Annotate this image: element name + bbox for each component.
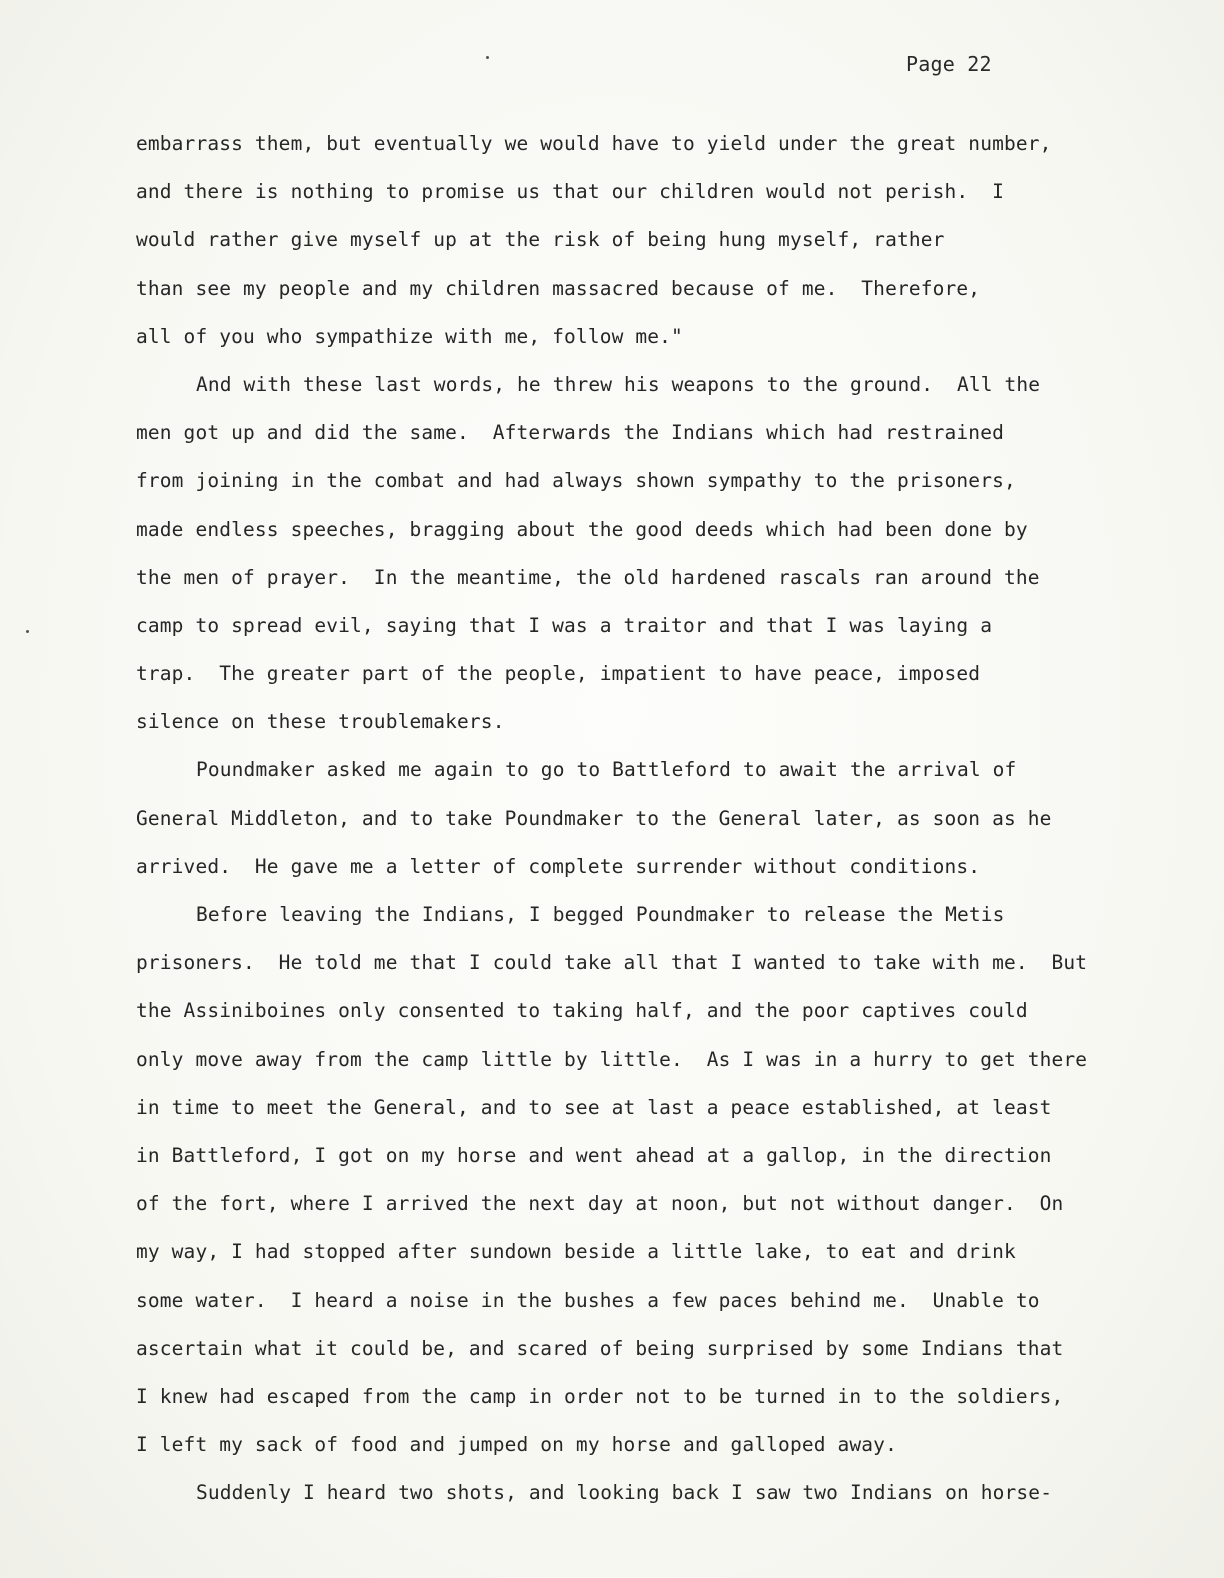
text-line: only move away from the camp little by little. As I was in a hurry to get there (136, 1047, 1088, 1071)
text-line: arrived. He gave me a letter of complete surrender without conditions. (136, 854, 981, 878)
text-line: from joining in the combat and had always shown sympathy to the prisoners, (136, 469, 1016, 493)
text-line: my way, I had stopped after sundown beside a little lake, to eat and drink (136, 1240, 1016, 1264)
text-line: silence on these troublemakers. (136, 710, 505, 734)
text-line: the Assiniboines only consented to taking half, and the poor captives could (136, 999, 1028, 1023)
text-line: General Middleton, and to take Poundmaker to the General later, as soon as he (136, 806, 1052, 830)
text-line: And with these last words, he threw his weapons to the ground. All the (196, 372, 1041, 396)
text-line: the men of prayer. In the meantime, the old hardened rascals ran around the (136, 565, 1040, 589)
text-line: would rather give myself up at the risk of being hung myself, rather (136, 228, 945, 252)
text-line: trap. The greater part of the people, impatient to have peace, imposed (136, 662, 981, 686)
text-line: ascertain what it could be, and scared of being surprised by some Indians that (136, 1336, 1064, 1360)
text-line: men got up and did the same. Afterwards the Indians which had restrained (136, 421, 1004, 445)
text-line: embarrass them, but eventually we would have to yield under the great number, (136, 132, 1052, 155)
text-line: Before leaving the Indians, I begged Poundmaker to release the Metis (196, 903, 1005, 926)
text-line: prisoners. He told me that I could take all that I wanted to take with me. But (136, 951, 1088, 975)
text-line: in Battleford, I got on my horse and went ahead at a gallop, in the direction (136, 1143, 1052, 1167)
page-number: Page 22 (906, 52, 992, 76)
text-line: Poundmaker asked me again to go to Battleford to await the arrival of (196, 758, 1017, 782)
paper-speck (486, 56, 489, 59)
text-line: than see my people and my children massacred because of me. Therefore, (136, 276, 981, 300)
text-line: some water. I heard a noise in the bushes a few paces behind me. Unable to (136, 1288, 1040, 1312)
text-line: I left my sack of food and jumped on my horse and galloped away. (136, 1433, 897, 1457)
text-line: all of you who sympathize with me, follow me." (136, 324, 683, 348)
paper-speck (26, 630, 29, 633)
text-line: and there is nothing to promise us that our children would not perish. I (136, 180, 1004, 204)
text-line: in time to meet the General, and to see at last a peace established, at least (136, 1095, 1052, 1119)
text-line: Suddenly I heard two shots, and looking back I saw two Indians on horse- (196, 1481, 1053, 1505)
text-line: I knew had escaped from the camp in order not to be turned in to the soldiers, (136, 1384, 1064, 1408)
text-line: camp to spread evil, saying that I was a traitor and that I was laying a (136, 613, 993, 637)
text-line: made endless speeches, bragging about the good deeds which had been done by (136, 517, 1028, 541)
body-text (136, 120, 1116, 1517)
text-line: of the fort, where I arrived the next day at noon, but not without danger. On (136, 1192, 1064, 1216)
